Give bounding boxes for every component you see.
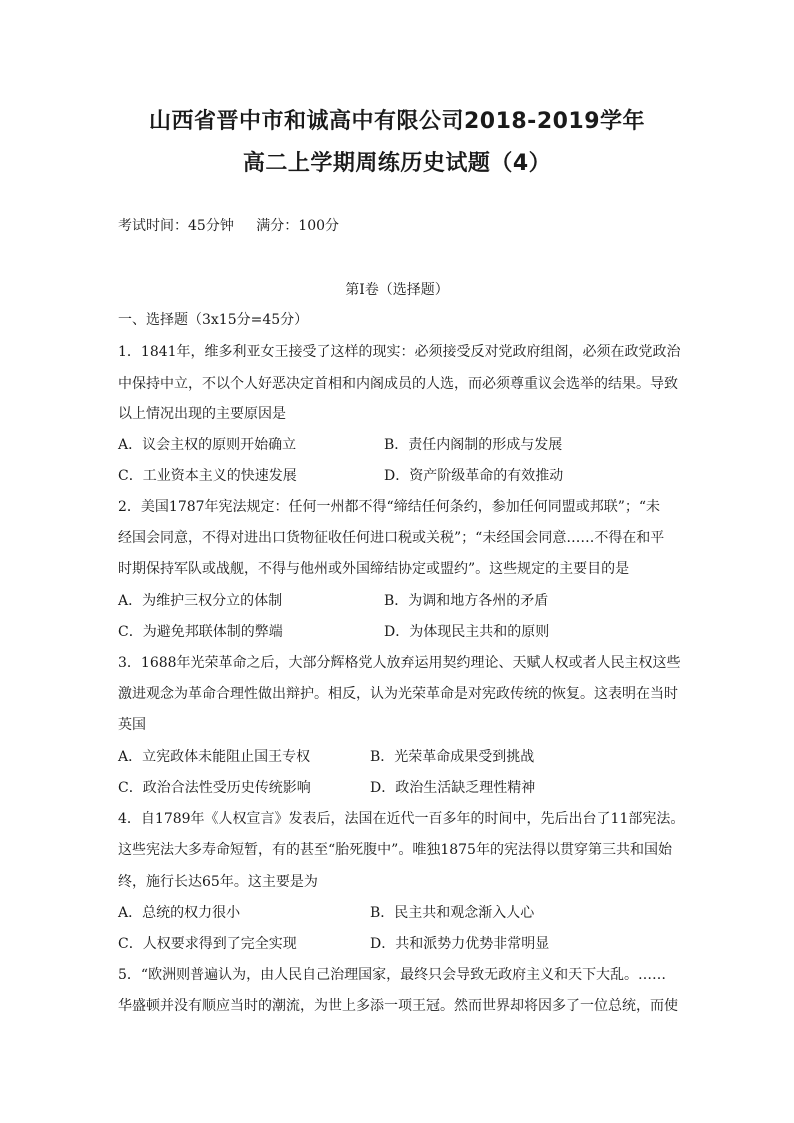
question-2-option-b[interactable]: B．为调和地方各州的矛盾	[384, 593, 549, 609]
question-2-option-c[interactable]: C．为避免邦联体制的弊端	[118, 624, 283, 640]
question-1-option-a[interactable]: A．议会主权的原则开始确立	[118, 437, 297, 453]
question-4-option-a[interactable]: A．总统的权力很小	[118, 905, 241, 921]
question-3-option-d[interactable]: D．政治生活缺乏理性精神	[370, 780, 536, 796]
question-4-option-b[interactable]: B．民主共和观念渐入人心	[370, 905, 535, 921]
question-3-line-2: 激进观念为革命合理性做出辩护。相反，认为光荣革命是对宪政传统的恢复。这表明在当时	[118, 686, 678, 702]
question-1-option-b[interactable]: B．责任内阁制的形成与发展	[384, 437, 563, 453]
question-3-option-c[interactable]: C．政治合法性受历史传统影响	[118, 780, 311, 796]
question-1-line-1: 1．1841年，维多利亚女王接受了这样的现实：必须接受反对党政府组阁，必须在政党政治	[118, 344, 681, 360]
question-2-option-d[interactable]: D．为体现民主共和的原则	[384, 624, 550, 640]
question-2-line-2: 经国会同意，不得对进出口货物征收任何进口税或关税”；“未经国会同意……不得在和平	[118, 530, 665, 546]
question-4-line-1: 4．自1789年《人权宣言》发表后，法国在近代一百多年的时间中，先后出台了11部宪法。	[118, 811, 685, 827]
section-heading: 一、选择题（3x15分=45分）	[118, 312, 309, 328]
question-3-line-3: 英国	[118, 717, 146, 733]
question-1-option-c[interactable]: C．工业资本主义的快速发展	[118, 468, 297, 484]
question-2-line-3: 时期保持军队或战舰，不得与他州或外国缔结协定或盟约”。这些规定的主要目的是	[118, 561, 630, 577]
question-2-line-1: 2．美国1787年宪法规定：任何一州都不得“缔结任何条约，参加任何同盟或邦联”；“未	[118, 499, 661, 515]
question-1-line-2: 中保持中立，不以个人好恶决定首相和内阁成员的人选，而必须尊重议会选举的结果。导致	[118, 376, 678, 392]
question-1-option-d[interactable]: D．资产阶级革命的有效推动	[384, 468, 564, 484]
question-5-line-2: 华盛顿并没有顺应当时的潮流，为世上多添一项王冠。然而世界却将因多了一位总统，而使	[118, 998, 678, 1014]
exam-info	[118, 216, 357, 236]
question-4-line-3: 终，施行长达65年。这主要是为	[118, 874, 318, 890]
question-5-line-1: 5．“欧洲则普遍认为，由人民自己治理国家，最终只会导致无政府主义和天下大乱。……	[118, 967, 667, 983]
full-score: 满分：100分	[256, 218, 340, 234]
question-4-option-c[interactable]: C．人权要求得到了完全实现	[118, 936, 297, 952]
part-title: 第Ⅰ卷（选择题）	[345, 282, 449, 298]
page-title-line2: 高二上学期周练历史试题（4）	[242, 151, 552, 176]
question-3-option-b[interactable]: B．光荣革命成果受到挑战	[370, 749, 535, 765]
question-3-option-a[interactable]: A．立宪政体未能阻止国王专权	[118, 749, 311, 765]
question-3-line-1: 3．1688年光荣革命之后，大部分辉格党人放弃运用契约理论、天赋人权或者人民主权这些	[118, 655, 681, 671]
question-2-option-a[interactable]: A．为维护三权分立的体制	[118, 593, 283, 609]
page-title-line1: 山西省晋中市和诚高中有限公司2018-2019学年	[148, 109, 646, 134]
exam-time: 考试时间：45分钟	[118, 218, 234, 234]
question-4-line-2: 这些宪法大多寿命短暂，有的甚至“胎死腹中”。唯独1875年的宪法得以贯穿第三共和国始	[118, 842, 672, 858]
question-4-option-d[interactable]: D．共和派势力优势非常明显	[370, 936, 550, 952]
question-1-line-3: 以上情况出现的主要原因是	[118, 406, 286, 422]
